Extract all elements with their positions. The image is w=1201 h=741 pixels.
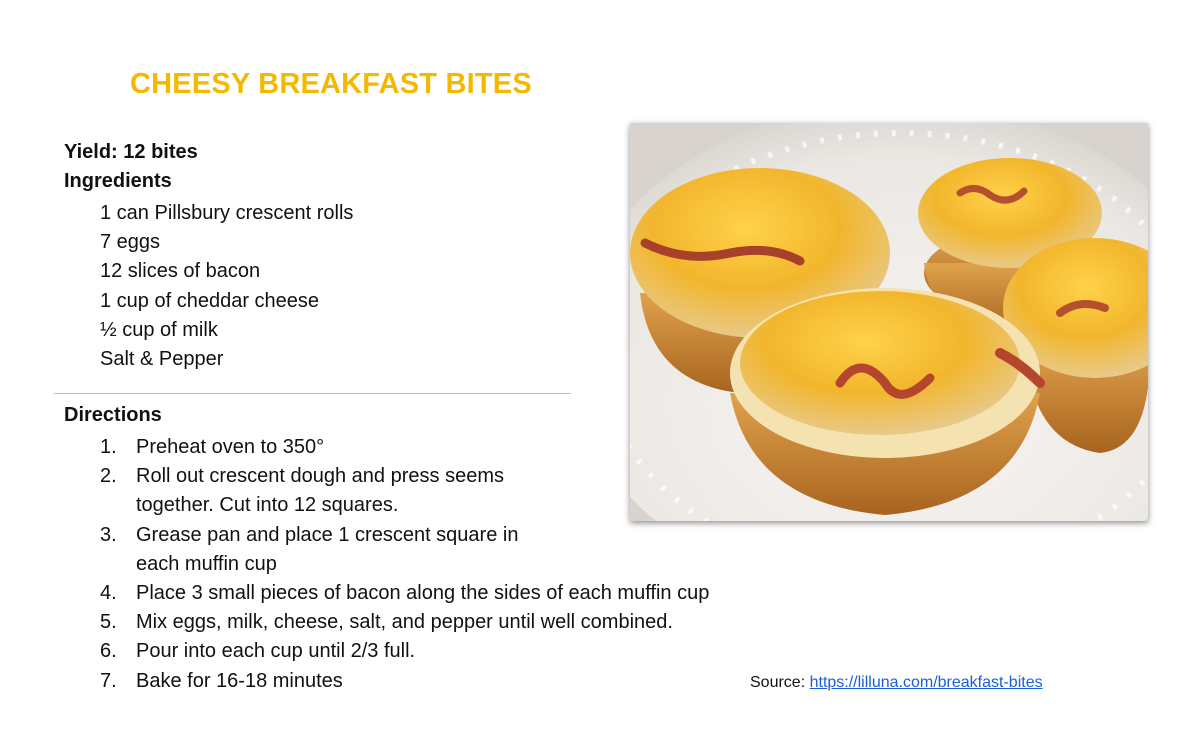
step-number: 6. [100,640,117,663]
step-text: Mix eggs, milk, cheese, salt, and pepper until well combined. [136,611,673,634]
step-text: Place 3 small pieces of bacon along the sides of each muffin cup [136,582,710,605]
ingredient-item: 1 cup of cheddar cheese [100,289,320,312]
step-text: Roll out crescent dough and press seems together. Cut into 12 squares. [136,465,504,517]
step-text: Bake for 16-18 minutes [136,669,343,692]
section-divider [54,393,571,394]
source-label: Source: [750,674,810,691]
step-text: Grease pan and place 1 crescent square in each muffin cup [136,523,519,575]
directions-list [100,433,709,696]
ingredients-list [100,199,353,374]
source-link[interactable]: https://lilluna.com/breakfast-bites [809,674,1043,691]
step-number: 1. [100,436,117,458]
source-credit [750,674,1043,692]
direction-step [100,608,709,637]
ingredient-item: 1 can Pillsbury crescent rolls [100,202,354,224]
ingredient-item: 7 eggs [100,231,161,254]
direction-step [100,433,709,462]
ingredients-heading: Ingredients [64,170,172,192]
directions-heading: Directions [64,404,162,426]
recipe-title: CHEESY BREAKFAST BITES [130,68,532,100]
step-text: Pour into each cup until 2/3 full. [136,640,416,663]
step-number: 7. [100,669,117,692]
step-number: 3. [100,523,117,546]
ingredient-item: Salt & Pepper [100,348,224,371]
ingredient-item: ½ cup of milk [100,318,218,341]
direction-step [100,462,709,520]
direction-step [100,579,709,608]
direction-step [100,521,709,579]
step-text: Preheat oven to 350° [136,436,325,458]
step-number: 4. [100,582,117,605]
food-photo [630,123,1148,521]
step-number: 5. [100,611,117,634]
yield-label: Yield: 12 bites [64,141,198,163]
ingredient-item: 12 slices of bacon [100,260,261,283]
direction-step [100,667,709,696]
step-number: 2. [100,465,117,488]
direction-step [100,637,709,666]
